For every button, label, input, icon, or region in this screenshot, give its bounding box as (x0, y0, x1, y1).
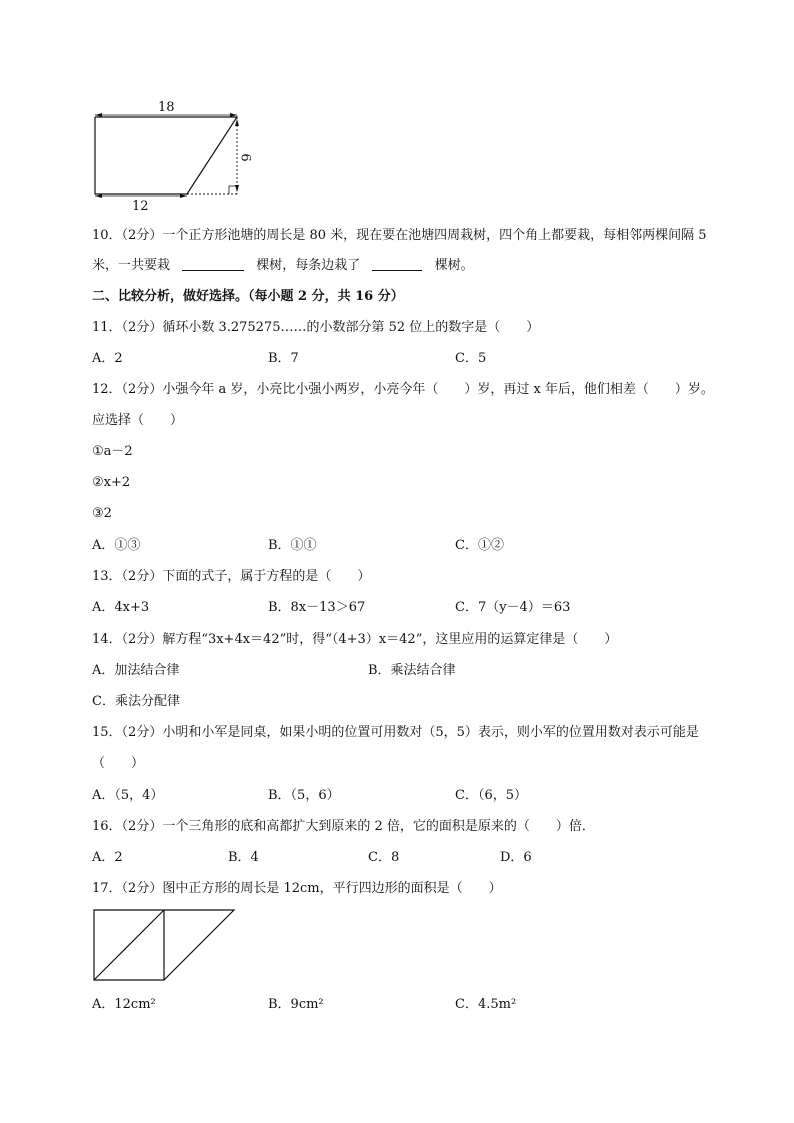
q12-item-2: ②x+2 (92, 475, 131, 490)
q10-blank-1[interactable] (182, 270, 244, 271)
q16-option-d[interactable]: D．6 (500, 850, 532, 865)
figure-bottom-label: 12 (132, 199, 149, 214)
q15-stem2: （ ） (92, 756, 145, 771)
q13-option-a[interactable]: A．4x+3 (92, 600, 150, 615)
q13-option-b[interactable]: B．8x－13＞67 (268, 600, 366, 615)
q12-stem2: 应选择（ ） (92, 413, 184, 428)
figure-side-label: 6 (237, 153, 253, 162)
q15-option-c[interactable]: C．（6，5） (455, 788, 527, 803)
square-parallelogram-figure (90, 906, 240, 984)
q11-option-b[interactable]: B．7 (268, 351, 299, 366)
section-2-title: 二、比较分析，做好选择。（每小题 2 分，共 16 分） (92, 289, 404, 304)
q12-option-a[interactable]: A．①③ (92, 538, 141, 553)
q16-stem: 16．（2分）一个三角形的底和高都扩大到原来的 2 倍，它的面积是原来的（ ）倍． (92, 819, 595, 834)
q16-option-b[interactable]: B．4 (228, 850, 259, 865)
q10-text-a: 米，一共要栽 (92, 258, 171, 273)
q12-item-3: ③2 (92, 506, 112, 521)
q17-option-c[interactable]: C．4.5m² (455, 997, 517, 1012)
q10-text-b: 棵树，每条边栽了 (256, 258, 361, 273)
q10-blank-2[interactable] (372, 270, 422, 271)
q12-option-c[interactable]: C．①② (455, 538, 504, 553)
figure-top-label: 18 (158, 100, 175, 115)
q12-stem: 12．（2分）小强今年 a 岁，小亮比小强小两岁，小亮今年（ ）岁，再过 x 年后，他们相差（ ）岁。 (92, 382, 714, 397)
q14-option-a[interactable]: A．加法结合律 (92, 663, 180, 678)
q17-option-a[interactable]: A．12cm² (92, 997, 156, 1012)
q13-option-c[interactable]: C．7（y－4）＝63 (455, 600, 571, 615)
q12-option-b[interactable]: B．①① (268, 538, 317, 553)
q16-option-c[interactable]: C．8 (368, 850, 400, 865)
q12-item-1: ①a－2 (92, 444, 133, 459)
q10-line2 (92, 256, 474, 276)
q15-option-a[interactable]: A．（5，4） (92, 788, 164, 803)
q16-option-a[interactable]: A．2 (92, 850, 123, 865)
q11-option-c[interactable]: C．5 (455, 351, 487, 366)
q11-option-a[interactable]: A．2 (92, 351, 123, 366)
q17-stem: 17．（2分）图中正方形的周长是 12cm，平行四边形的面积是（ ） (92, 881, 502, 896)
q11-stem: 11．（2分）循环小数 3.275275……的小数部分第 52 位上的数字是（ ） (92, 320, 540, 335)
q10-line1: 10．（2分）一个正方形池塘的周长是 80 米，现在要在池塘四周栽树，四个角上都要栽，每相邻两棵间隔 5 (92, 228, 707, 243)
q17-option-b[interactable]: B．9cm² (268, 997, 324, 1012)
q13-stem: 13．（2分）下面的式子，属于方程的是（ ） (92, 569, 371, 584)
q14-option-c[interactable]: C．乘法分配律 (92, 694, 180, 709)
q14-stem: 14．（2分）解方程“3x+4x＝42”时，得“（4+3）x＝42”，这里应用的运算定律是（ ） (92, 632, 618, 647)
q14-option-b[interactable]: B．乘法结合律 (368, 663, 456, 678)
q15-option-b[interactable]: B．（5，6） (268, 788, 340, 803)
q15-stem: 15．（2分）小明和小军是同桌，如果小明的位置可用数对（5，5）表示，则小军的位置用数对表示可能是 (92, 725, 699, 740)
q10-text-c: 棵树。 (434, 258, 474, 273)
